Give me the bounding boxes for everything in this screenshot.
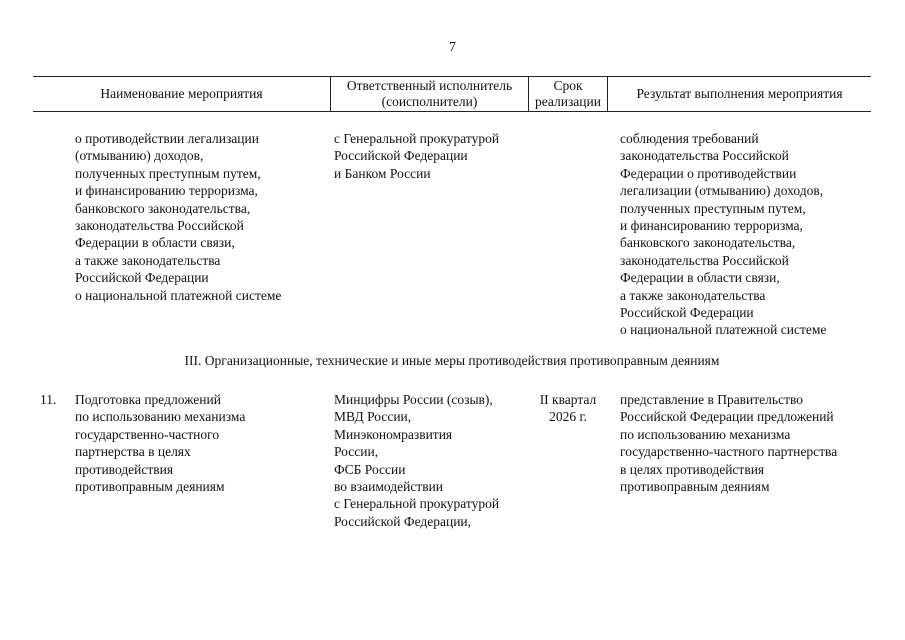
page-number: 7: [449, 40, 456, 55]
header-executor-label: Ответственный исполнитель (соисполнители): [346, 78, 513, 109]
header-term: [529, 77, 607, 111]
row-11-number: 11.: [40, 392, 57, 407]
header-result: [608, 77, 871, 111]
row-11-name: Подготовка предложений по использованию механизма государственно-частного партнерства в целях противодействия противоправным деяниям: [75, 392, 246, 495]
row-11-term: II квартал 2026 г.: [539, 392, 597, 425]
header-executor: [331, 77, 528, 111]
header-term-label: Срок реализации: [535, 78, 601, 109]
continued-row-executor: с Генеральной прокуратурой Российской Федерации и Банком России: [334, 131, 500, 181]
header-name: [33, 77, 330, 111]
section-title: III. Организационные, технические и иные меры противодействия противоправным деяниям: [184, 353, 720, 368]
continued-row-result: соблюдения требований законодательства Российской Федерации о противодействии легализации (отмыванию) доходов, полученных преступным путем, и финансированию терроризма, банковского законодательства, законодательства Российской Федерации в области связи, а также законодательства Российской Федерации о национальной платежной системе: [620, 131, 827, 338]
table-header-bottom-rule: [33, 111, 871, 112]
header-name-label: Наименование мероприятия: [100, 86, 263, 101]
row-11-executor: Минцифры России (созыв), МВД России, Минэкономразвития России, ФСБ России во взаимодействии с Генеральной прокуратурой Российской Федерации,: [334, 392, 500, 529]
continued-row-name: о противодействии легализации (отмыванию) доходов, полученных преступным путем, и финансированию терроризма, банковского законодательства, законодательства Российской Федерации в области связи, а также законодательства Российской Федерации о национальной платежной системе: [75, 131, 282, 303]
header-result-label: Результат выполнения мероприятия: [636, 86, 843, 101]
row-11-result: представление в Правительство Российской Федерации предложений по использованию механизма государственно-частного партнерства в целях противодействия противоправным деяниям: [620, 392, 838, 495]
